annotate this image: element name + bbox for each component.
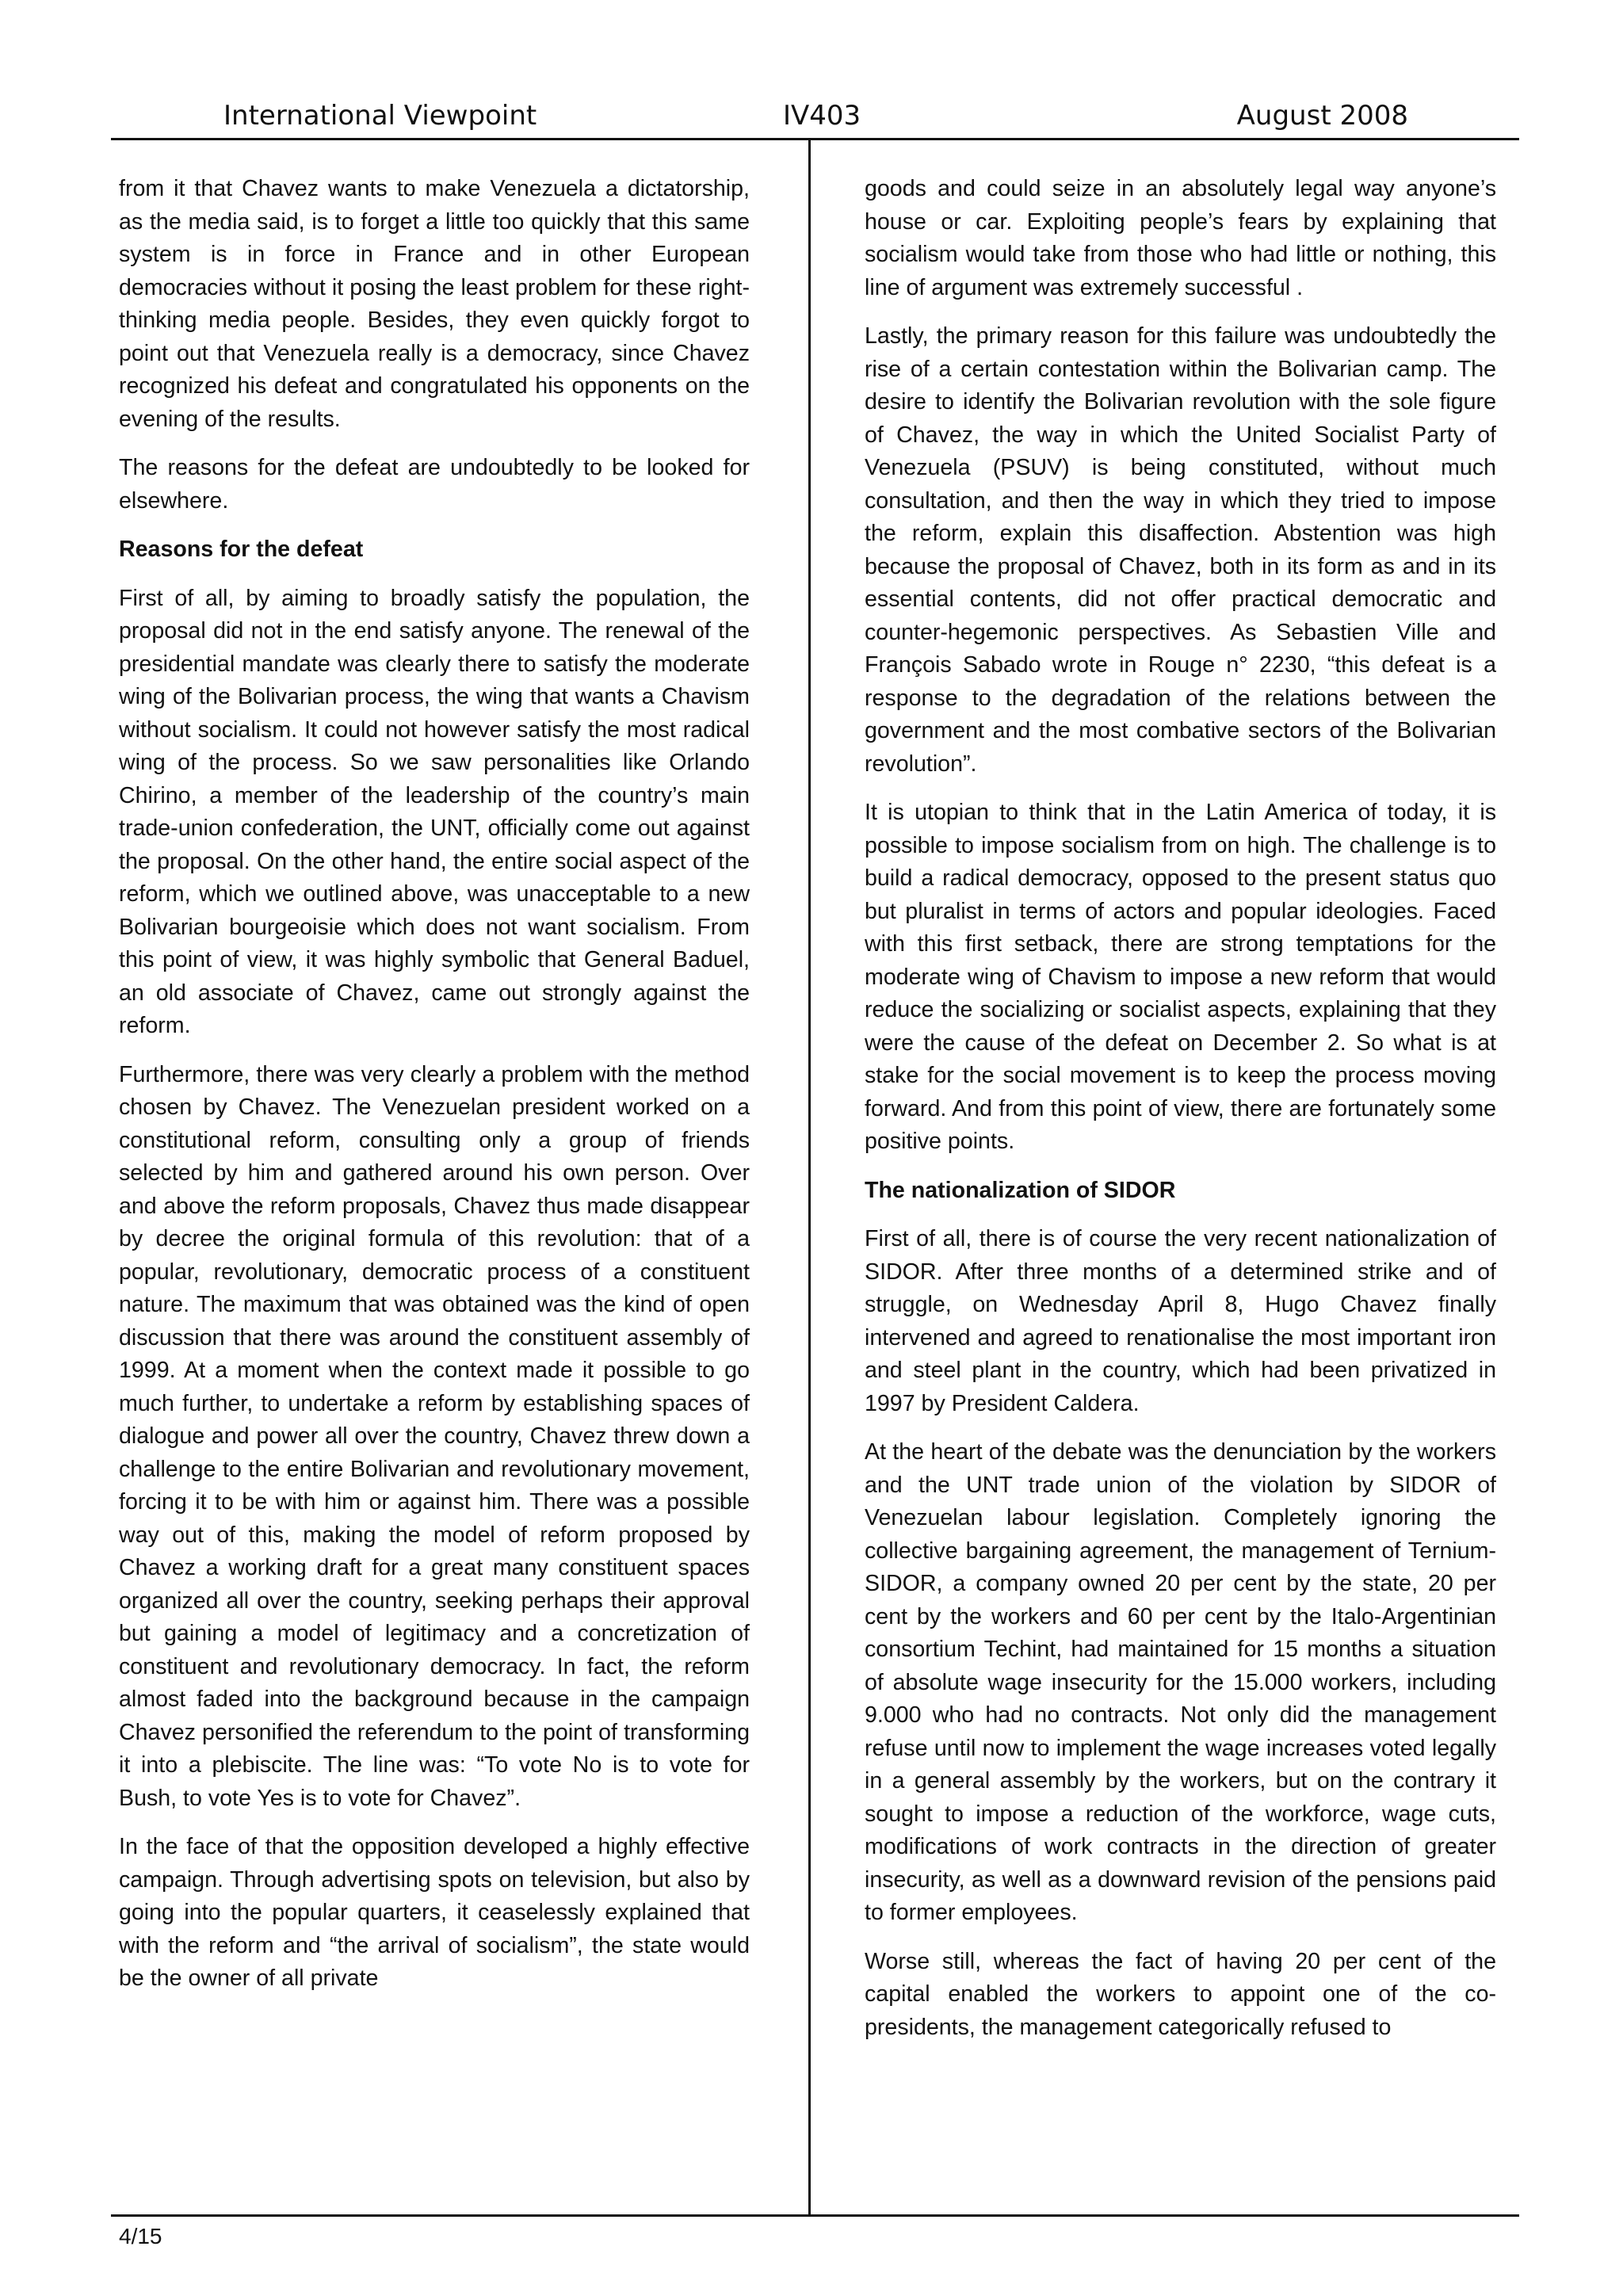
right-column	[865, 173, 1496, 2060]
paragraph: Furthermore, there was very clearly a problem with the method chosen by Chavez. The Venezuelan president worked on a constitutional reform, consulting only a group of friends selected by him and gathered around his own person. Over and above the reform proposals, Chavez thus made disappear by decree the original formula of this revolution: that of a popular, revolutionary, democratic process of a constituent nature. The maximum that was obtained was the kind of open discussion that there was around the constituent assembly of 1999. At a moment when the context made it possible to go much further, to undertake a reform by establishing spaces of dialogue and power all over the country, Chavez threw down a challenge to the entire Bolivarian and revolutionary movement, forcing it to be with him or against him. There was a possible way out of this, making the model of reform proposed by Chavez a working draft for a great many constituent spaces organized all over the country, seeking perhaps their approval but gaining a model of legitimacy and a concretization of constituent and revolutionary democracy. In fact, the reform almost faded into the background because in the campaign Chavez personified the referendum to the point of transforming it into a plebiscite. The line was: “To vote No is to vote for Bush, to vote Yes is to vote for Chavez”.	[119, 1061, 750, 1811]
paragraph: goods and could seize in an absolutely legal way anyone’s house or car. Exploiting people’s fears by explaining that socialism would take from those who had little or nothing, this line of argument was extremely successful .	[865, 176, 1496, 300]
issue-number: IV403	[783, 100, 861, 132]
section-heading: Reasons for the defeat	[119, 537, 364, 562]
paragraph: Lastly, the primary reason for this failure was undoubtedly the rise of a certain contestation within the Bolivarian camp. The desire to identify the Bolivarian revolution with the sole figure of Chavez, the way in which the United Socialist Party of Venezuela (PSUV) is being constituted, without much consultation, and then the way in which they tried to impose the reform, explain this disaffection. Abstention was high because the proposal of Chavez, both in its form as and in its essential contents, did not offer practical democratic and counter-hegemonic perspectives. As Sebastien Ville and François Sabado wrote in Rouge n° 2230, “this defeat is a response to the degradation of the relations between the government and the most combative sectors of the Bolivarian revolution”.	[865, 323, 1496, 777]
paragraph: Worse still, whereas the fact of having 20 per cent of the capital enabled the workers to appoint one of the co-presidents, the management categorically refused to	[865, 1948, 1496, 2040]
paragraph: The reasons for the defeat are undoubtedly to be looked for elsewhere.	[119, 455, 750, 514]
left-column	[119, 173, 750, 2011]
issue-date: August 2008	[1236, 100, 1408, 132]
column-divider	[808, 139, 811, 2217]
paragraph: At the heart of the debate was the denunciation by the workers and the UNT trade union of the violation by SIDOR of Venezuelan labour legislation. Completely ignoring the collective bargaining agreement, the management of Ternium-SIDOR, a company owned 20 per cent by the state, 20 per cent by the workers and 60 per cent by the Italo-Argentinian consortium Techint, had maintained for 15 months a situation of absolute wage insecurity for the 15.000 workers, including 9.000 who had no contracts. Not only did the management refuse until now to implement the wage increases voted legally in a general assembly by the workers, but on the contrary it sought to impose a reduction of the workforce, wage cuts, modifications of work contracts in the direction of greater insecurity, as well as a downward revision of the pensions paid to former employees.	[865, 1439, 1496, 1925]
paragraph: It is utopian to think that in the Latin America of today, it is possible to impose socialism from on high. The challenge is to build a radical democracy, opposed to the present status quo but pluralist in terms of actors and popular ideologies. Faced with this first setback, there are strong temptations for the moderate wing of Chavism to impose a new reform that would reduce the socializing or socialist aspects, explaining that they were the cause of the defeat on December 2. So what is at stake for the social movement is to keep the process moving forward. And from this point of view, there are fortunately some positive points.	[865, 800, 1496, 1154]
footer-rule	[111, 2214, 1519, 2217]
paragraph: In the face of that the opposition developed a highly effective campaign. Through advertising spots on television, but also by going into the popular quarters, it ceaselessly explained that with the reform and “the arrival of socialism”, the state would be the owner of all private	[119, 1834, 750, 1991]
paragraph: First of all, by aiming to broadly satisfy the population, the proposal did not in the end satisfy anyone. The renewal of the presidential mandate was clearly there to satisfy the moderate wing of the Bolivarian process, the wing that wants a Chavism without socialism. It could not however satisfy the most radical wing of the process. So we saw personalities like Orlando Chirino, a member of the leadership of the country’s main trade-union confederation, the UNT, officially come out against the proposal. On the other hand, the entire social aspect of the reform, which we outlined above, was unacceptable to a new Bolivarian bourgeoisie which does not want socialism. From this point of view, it was highly symbolic that General Baduel, an old associate of Chavez, came out strongly against the reform.	[119, 585, 750, 1038]
publication-title: International Viewpoint	[223, 100, 537, 132]
page-header	[111, 94, 1519, 140]
section-heading: The nationalization of SIDOR	[865, 1177, 1176, 1203]
page-number: 4/15	[119, 2224, 162, 2248]
paragraph: First of all, there is of course the very recent nationalization of SIDOR. After three months of a determined strike and of struggle, on Wednesday April 8, Hugo Chavez finally intervened and agreed to renationalise the most important iron and steel plant in the country, which had been privatized in 1997 by President Caldera.	[865, 1226, 1496, 1416]
paragraph: from it that Chavez wants to make Venezuela a dictatorship, as the media said, is to forget a little too quickly that this same system is in force in France and in other European democracies without it posing the least problem for these right-thinking media people. Besides, they even quickly forgot to point out that Venezuela really is a democracy, since Chavez recognized his defeat and congratulated his opponents on the evening of the results.	[119, 176, 750, 432]
